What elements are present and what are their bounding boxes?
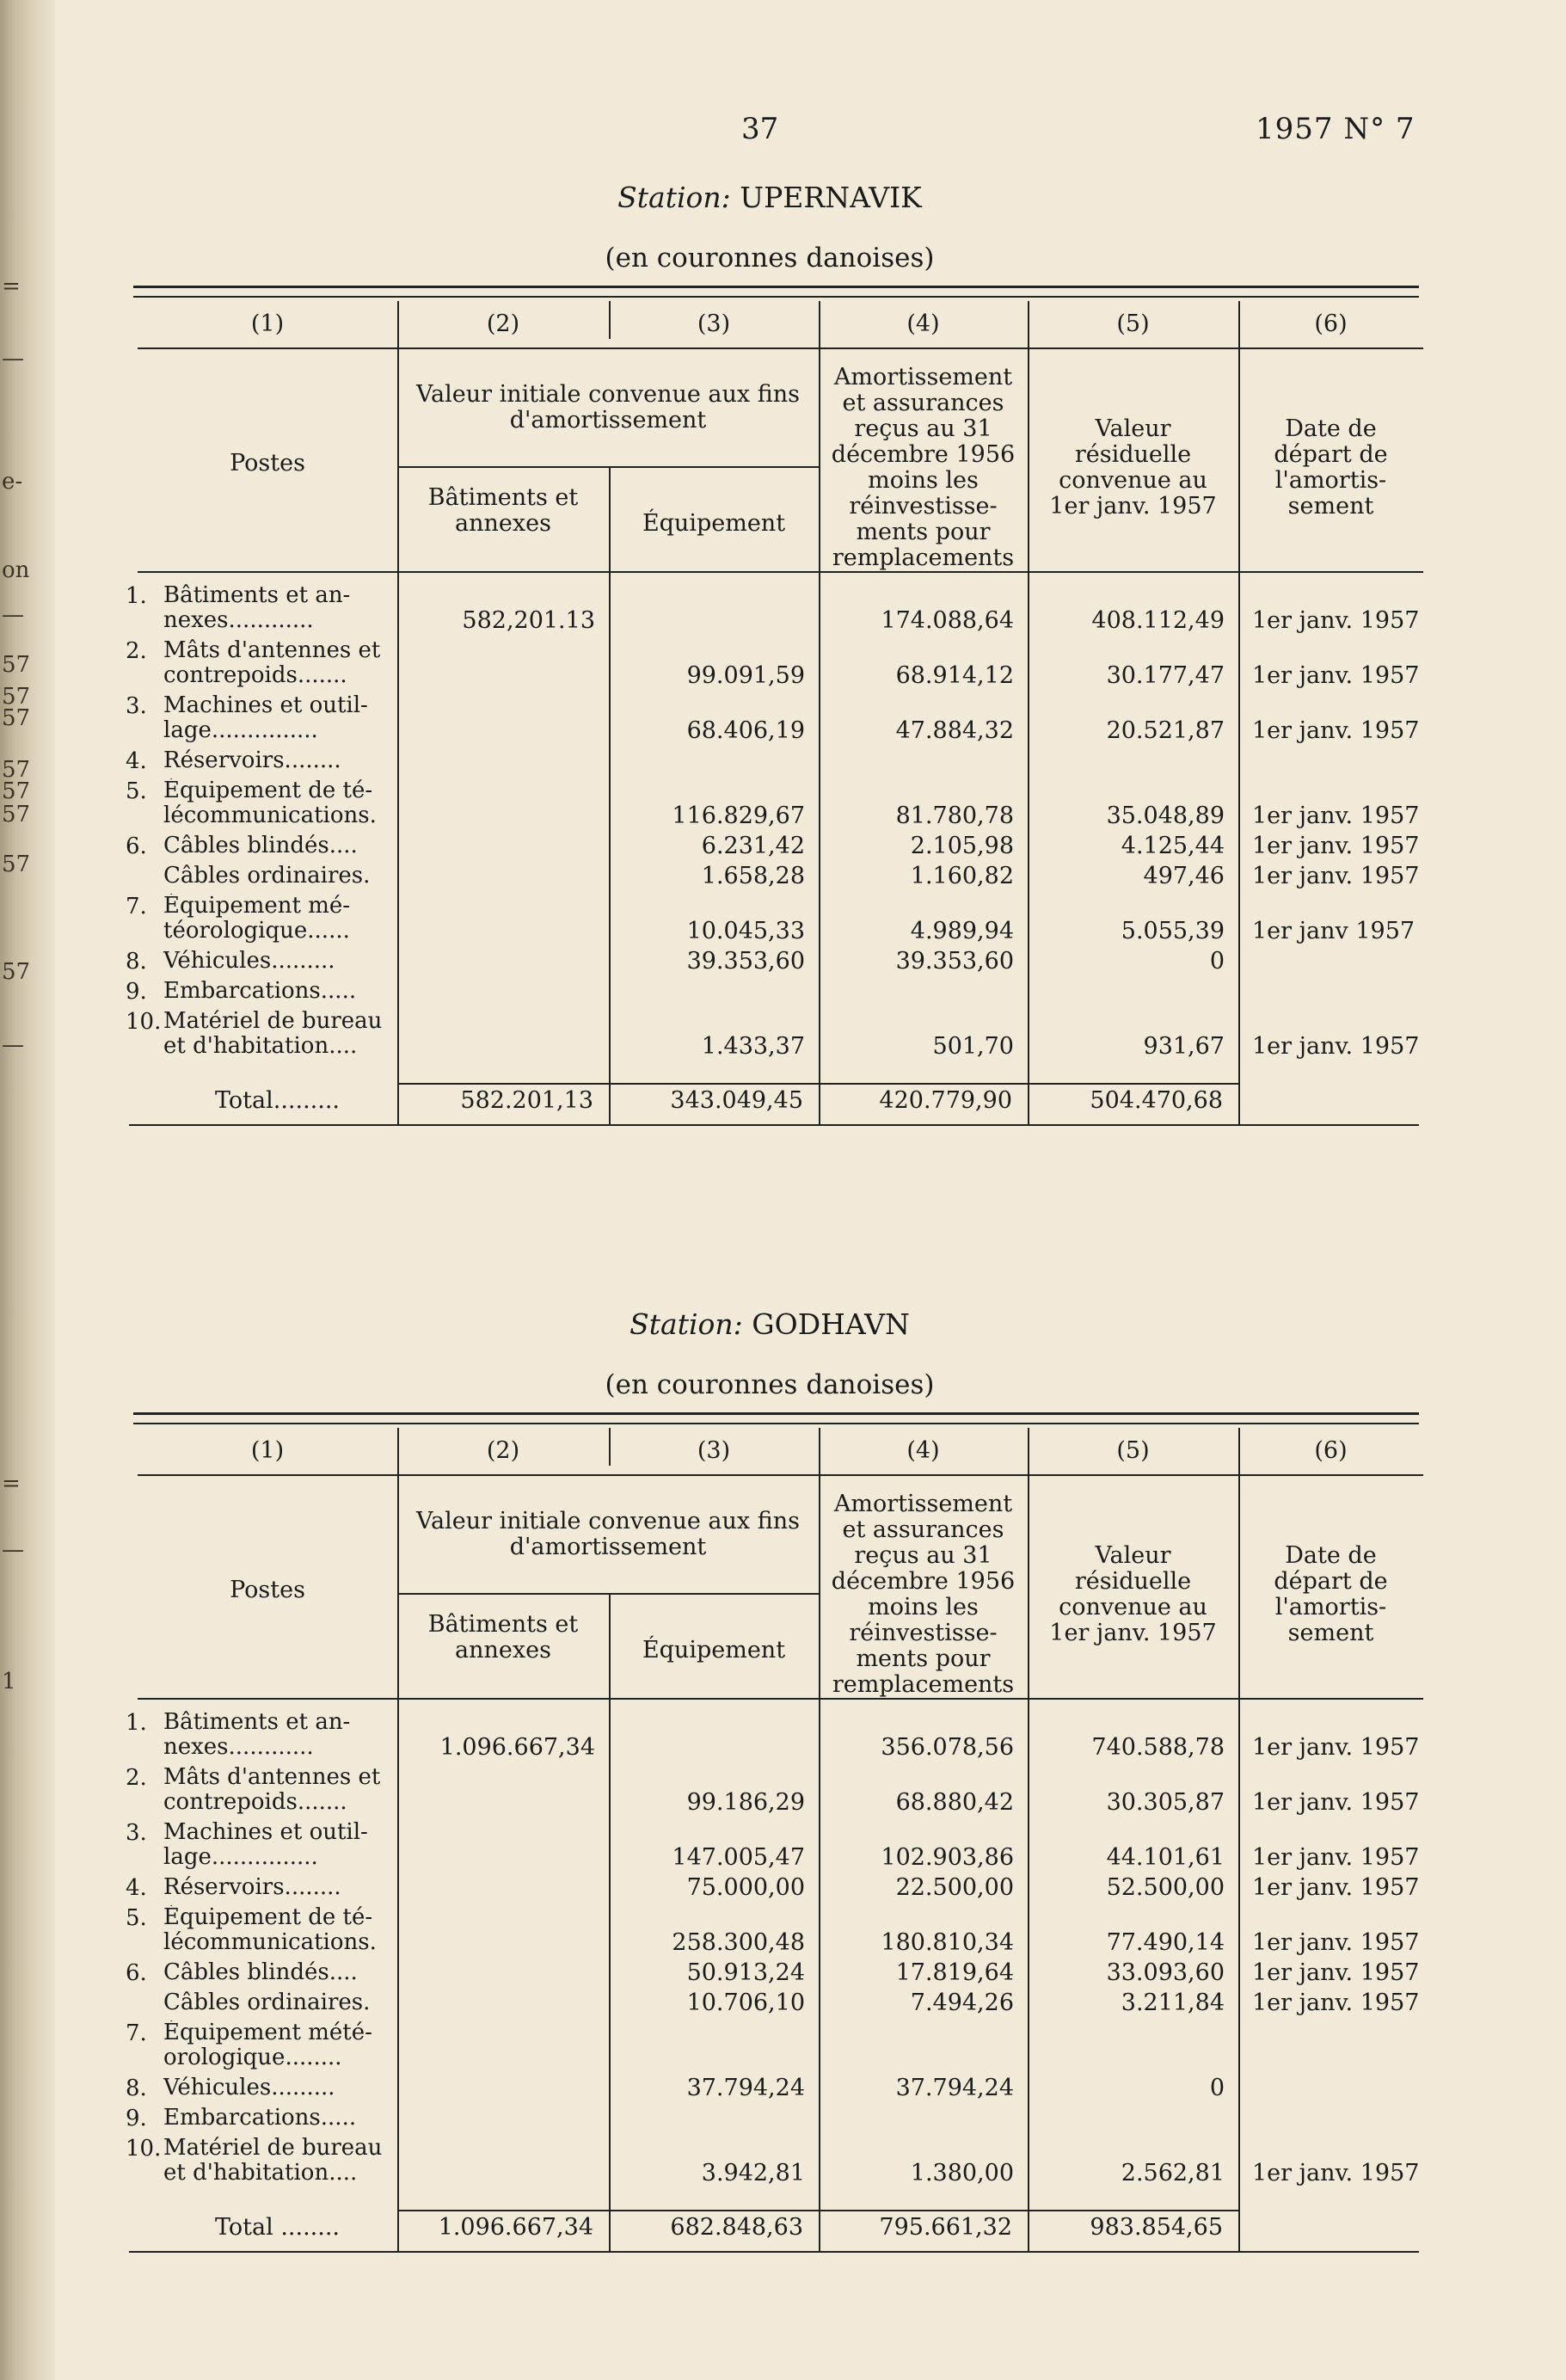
row-value-amort: 1.380,00 [910,2160,1014,2186]
row-label: Équipement de té- [163,778,373,803]
row-value-bat: 582,201.13 [462,607,595,634]
row-value-resid: 44.101,61 [1106,1844,1225,1871]
row-label: nexes............ [163,608,314,633]
row-label: Réservoirs........ [163,748,341,773]
row-date: 1er janv. 1957 [1252,1989,1420,2016]
total-rule [397,1083,1238,1085]
row-label: nexes............ [163,1735,314,1760]
row-number: 10. [126,1009,162,1035]
row-number: 7. [126,2020,147,2046]
row-value-equip: 3.942,81 [701,2160,805,2186]
row-value-equip: 147.005,47 [672,1844,805,1871]
row-date: 1er janv. 1957 [1252,803,1420,829]
row-number: 9. [126,979,147,1005]
row-date: 1er janv. 1957 [1252,607,1420,634]
row-value-amort: 81.780,78 [895,803,1014,829]
row-value-amort: 68.880,42 [895,1789,1014,1816]
station-title [0,1307,1539,1341]
row-value-resid: 33.093,60 [1106,1959,1225,1986]
row-value-equip: 39.353,60 [686,948,805,975]
row-value-amort: 102.903,86 [881,1844,1014,1871]
row-value-resid: 2.562,81 [1121,2160,1225,2186]
start-date-header: Date de départ de l'amortis-sement [1274,415,1388,520]
total-depreciation: 795.661,32 [879,2214,1012,2241]
column-number: (2) [486,1437,520,1464]
initial-value-header: Valeur initiale convenue aux fins d'amortissement [416,1508,800,1560]
column-number: (1) [250,311,285,337]
column-number: (4) [906,311,940,337]
station-label: Station: [629,1307,743,1341]
total-buildings: 1.096.667,34 [438,2214,593,2241]
row-value-resid: 497,46 [1143,863,1225,889]
station-label: Station: [617,181,731,214]
row-value-amort: 39.353,60 [895,948,1014,975]
total-equipment: 682.848,63 [670,2214,803,2241]
column-number: (3) [697,1437,731,1464]
residual-value-header: Valeur résiduelle convenue au 1er janv. 1957 [1049,415,1217,520]
column-divider [397,1428,399,2251]
column-number: (6) [1314,1437,1348,1464]
row-label: Équipement mé- [163,894,351,919]
row-value-amort: 2.105,98 [910,833,1014,859]
column-number: (5) [1116,311,1150,337]
row-label: lécommunications. [163,1930,377,1955]
row-value-equip: 99.186,29 [686,1789,805,1816]
row-label: et d'habitation.... [163,2161,358,2186]
row-value-resid: 30.177,47 [1106,662,1225,689]
row-number: 4. [126,748,147,774]
row-label: Équipement mété- [163,2020,372,2045]
margin-fragment: 57 [2,959,31,985]
margin-fragment: — [2,1537,24,1563]
row-date: 1er janv. 1957 [1252,662,1420,689]
row-value-equip: 116.829,67 [672,803,805,829]
row-number: 3. [126,1820,147,1846]
row-value-resid: 408.112,49 [1091,607,1225,634]
column-divider [1028,1428,1029,2251]
row-label: Mâts d'antennes et [163,638,381,663]
margin-fragment: 1 [2,1669,16,1694]
column-number: (5) [1116,1437,1150,1464]
row-date: 1er janv 1957 [1252,918,1416,944]
total-depreciation: 420.779,90 [879,1087,1012,1114]
row-number: 5. [126,1905,147,1931]
row-label: contrepoids....... [163,1790,347,1815]
buildings-header: Bâtiments et annexes [427,484,579,537]
row-label: lécommunications. [163,803,377,828]
column-number: (6) [1314,311,1348,337]
row-number: 5. [126,778,147,804]
row-date: 1er janv. 1957 [1252,1844,1420,1871]
row-value-resid: 52.500,00 [1106,1874,1225,1901]
row-value-resid: 3.211,84 [1121,1989,1225,2016]
total-buildings: 582.201,13 [460,1087,593,1114]
row-value-resid: 0 [1209,2075,1225,2101]
row-number: 6. [126,833,147,859]
row-label: Embarcations..... [163,2106,357,2131]
row-date: 1er janv. 1957 [1252,1959,1420,1986]
postes-header: Postes [230,1577,305,1603]
depreciation-header: Amortissement et assurances reçus au 31 décembre 1956 moins les réinvestisse-ments pour remplacements [831,1491,1016,1698]
station-name: UPERNAVIK [740,181,922,214]
row-value-equip: 50.913,24 [686,1959,805,1986]
row-date: 1er janv. 1957 [1252,717,1420,744]
margin-fragment: 57 [2,802,31,827]
margin-fragment: 57 [2,684,31,710]
row-label: téorologique...... [163,919,350,944]
margin-fragment: 57 [2,705,31,731]
row-number: 2. [126,638,147,664]
row-number: 7. [126,894,147,919]
row-value-amort: 4.989,94 [910,918,1014,944]
row-value-amort: 1.160,82 [910,863,1014,889]
table-bottom-rule [129,2251,1419,2253]
row-label: Matériel de bureau [163,1009,383,1034]
row-value-amort: 17.819,64 [895,1959,1014,1986]
row-label: Machines et outil- [163,693,368,718]
table-bottom-rule [129,1124,1419,1126]
row-date: 1er janv. 1957 [1252,1929,1420,1956]
row-label: Véhicules......... [163,949,335,974]
depreciation-header: Amortissement et assurances reçus au 31 décembre 1956 moins les réinvestisse-ments pour remplacements [831,364,1016,571]
row-value-resid: 5.055,39 [1121,918,1225,944]
row-number: 1. [126,583,147,609]
total-residual: 983.854,65 [1090,2214,1223,2241]
row-value-equip: 1.433,37 [701,1033,805,1060]
row-value-amort: 7.494,26 [910,1989,1014,2016]
row-number: 3. [126,693,147,719]
row-value-equip: 10.706,10 [686,1989,805,2016]
margin-fragment: — [2,346,24,372]
buildings-header: Bâtiments et annexes [427,1611,579,1664]
row-label: orologique........ [163,2045,342,2070]
row-value-amort: 501,70 [932,1033,1014,1060]
margin-fragment: 57 [2,652,31,678]
currency-unit: (en couronnes danoises) [605,243,935,274]
table-top-rule [133,1412,1419,1415]
row-label: Matériel de bureau [163,2136,383,2161]
row-number: 2. [126,1765,147,1791]
row-label: lage............... [163,1845,318,1870]
header-rule [138,1474,1423,1476]
row-number: 1. [126,1710,147,1736]
body-rule [138,1698,1423,1700]
row-date: 1er janv. 1957 [1252,1789,1420,1816]
column-divider [819,1428,820,2251]
row-label: Mâts d'antennes et [163,1765,381,1790]
row-value-amort: 22.500,00 [895,1874,1014,1901]
margin-fragment: — [2,602,24,628]
column-number: (4) [906,1437,940,1464]
row-label: Bâtiments et an- [163,583,351,608]
total-label: Total ........ [215,2214,340,2241]
document-reference: 1957 N° 7 [1256,112,1416,146]
margin-fragment: e- [2,469,23,495]
row-value-equip: 68.406,19 [686,717,805,744]
total-rule [397,2210,1238,2211]
row-label: Câbles ordinaires. [163,1990,371,2015]
margin-fragment: 57 [2,852,31,877]
margin-fragment: 57 [2,757,31,783]
row-value-resid: 740.588,78 [1091,1734,1225,1761]
row-date: 1er janv. 1957 [1252,2160,1420,2186]
row-value-equip: 10.045,33 [686,918,805,944]
column-number: (1) [250,1437,285,1464]
column-divider [609,1428,611,1466]
row-date: 1er janv. 1957 [1252,863,1420,889]
row-value-amort: 68.914,12 [895,662,1014,689]
margin-fragment: = [2,1471,21,1497]
row-label: Câbles blindés.... [163,833,358,858]
row-number: 10. [126,2136,162,2162]
row-value-equip: 1.658,28 [701,863,805,889]
header-subrule [397,1593,819,1595]
row-value-equip: 75.000,00 [686,1874,805,1901]
row-value-resid: 0 [1209,948,1225,975]
margin-fragment: on [2,557,30,583]
row-date: 1er janv. 1957 [1252,1734,1420,1761]
residual-value-header: Valeur résiduelle convenue au 1er janv. 1957 [1049,1542,1217,1646]
column-divider [609,1593,611,2251]
row-value-resid: 77.490,14 [1106,1929,1225,1956]
margin-fragment: 57 [2,778,31,804]
row-value-bat: 1.096.667,34 [439,1734,595,1761]
row-date: 1er janv. 1957 [1252,1033,1420,1060]
equipment-header: Équipement [642,510,786,537]
total-residual: 504.470,68 [1090,1087,1223,1114]
initial-value-header: Valeur initiale convenue aux fins d'amortissement [416,381,800,434]
equipment-header: Équipement [642,1637,786,1664]
row-label: lage............... [163,718,318,743]
row-value-resid: 35.048,89 [1106,803,1225,829]
row-number: 4. [126,1875,147,1901]
row-value-equip: 258.300,48 [672,1929,805,1956]
row-value-resid: 30.305,87 [1106,1789,1225,1816]
column-divider [1238,1428,1240,2251]
row-value-equip: 99.091,59 [686,662,805,689]
row-value-equip: 6.231,42 [701,833,805,859]
row-value-resid: 20.521,87 [1106,717,1225,744]
row-date: 1er janv. 1957 [1252,1874,1420,1901]
row-label: contrepoids....... [163,663,347,688]
row-value-resid: 4.125,44 [1121,833,1225,859]
row-date: 1er janv. 1957 [1252,833,1420,859]
row-value-resid: 931,67 [1143,1033,1225,1060]
row-number: 8. [126,2076,147,2101]
row-label: Machines et outil- [163,1820,368,1845]
row-value-amort: 180.810,34 [881,1929,1014,1956]
currency-unit: (en couronnes danoises) [605,1369,935,1400]
start-date-header: Date de départ de l'amortis-sement [1274,1542,1388,1646]
row-number: 8. [126,949,147,975]
row-label: Câbles blindés.... [163,1960,358,1985]
row-label: Câbles ordinaires. [163,864,371,889]
column-number: (2) [486,311,520,337]
total-label: Total......... [215,1087,340,1114]
row-label: Bâtiments et an- [163,1710,351,1735]
row-label: et d'habitation.... [163,1034,358,1059]
row-value-equip: 37.794,24 [686,2075,805,2101]
row-value-amort: 47.884,32 [895,717,1014,744]
postes-header: Postes [230,450,305,477]
row-value-amort: 37.794,24 [895,2075,1014,2101]
row-number: 9. [126,2106,147,2131]
margin-fragment: = [2,274,21,299]
column-number: (3) [697,311,731,337]
margin-fragment: — [2,1032,24,1058]
row-value-amort: 356.078,56 [881,1734,1014,1761]
station-name: GODHAVN [752,1307,910,1341]
row-label: Embarcations..... [163,979,357,1004]
row-number: 6. [126,1960,147,1986]
row-label: Équipement de té- [163,1905,373,1930]
row-value-amort: 174.088,64 [881,607,1014,634]
row-label: Véhicules......... [163,2076,335,2100]
row-label: Réservoirs........ [163,1875,341,1900]
table-top-rule [133,1423,1419,1424]
total-equipment: 343.049,45 [670,1087,803,1114]
page-number: 37 [741,112,779,146]
